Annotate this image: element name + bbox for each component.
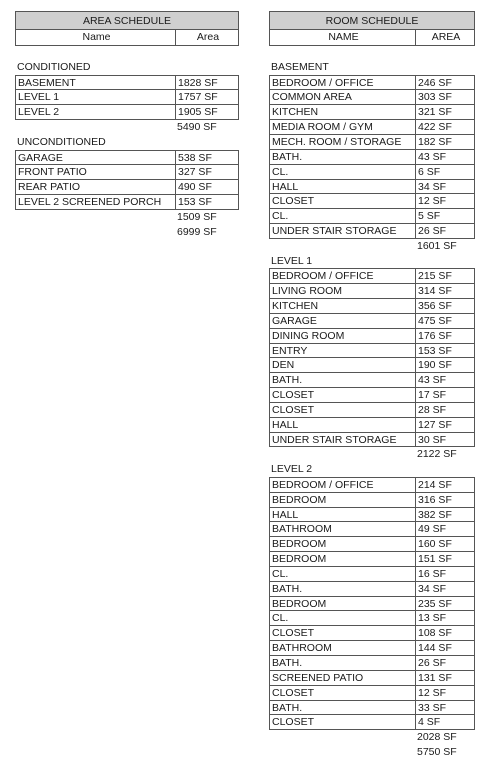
table-row (270, 418, 474, 433)
table-row (270, 715, 474, 730)
row-area: 151 SF (418, 553, 452, 566)
row-name: BASEMENT (16, 76, 176, 90)
row-area: 1905 SF (178, 106, 218, 119)
row-area: 34 SF (418, 582, 447, 595)
row-name: KITCHEN (270, 299, 416, 313)
row-area: 160 SF (418, 538, 452, 551)
row-area: 6 SF (418, 165, 441, 178)
area-schedule-name-header: Name (16, 30, 176, 45)
table-row (270, 105, 474, 120)
row-area: 26 SF (418, 225, 447, 238)
row-area: 382 SF (418, 508, 452, 521)
table-row (270, 135, 474, 150)
group-subtotal-row (15, 120, 239, 135)
row-area: 16 SF (418, 567, 447, 580)
row-name: CL. (270, 567, 416, 581)
area-schedule-header-row (15, 30, 239, 46)
row-name: GARAGE (16, 151, 176, 165)
row-area: 131 SF (418, 671, 452, 684)
table-row (270, 358, 474, 373)
table-row (16, 76, 238, 91)
table-row (270, 701, 474, 716)
table-row (270, 90, 474, 105)
spacer (15, 46, 239, 60)
table-row (270, 611, 474, 626)
row-area: 26 SF (418, 657, 447, 669)
table-row (270, 522, 474, 537)
row-name: BEDROOM (270, 552, 416, 566)
row-area: 153 SF (418, 344, 452, 357)
table-row (270, 433, 474, 448)
row-name: BEDROOM (270, 537, 416, 551)
table-row (270, 284, 474, 299)
row-name: LIVING ROOM (270, 284, 416, 298)
table-row (270, 478, 474, 493)
row-name: BEDROOM (270, 597, 416, 611)
row-name: COMMON AREA (270, 90, 416, 104)
row-name: DINING ROOM (270, 329, 416, 343)
row-area: 176 SF (418, 329, 452, 342)
grand-total-row (269, 745, 475, 760)
area-schedule-title: AREA SCHEDULE (15, 11, 239, 30)
subtotal-spacer (269, 447, 415, 462)
row-name: REAR PATIO (16, 180, 176, 194)
row-area: 43 SF (418, 150, 447, 163)
row-name: UNDER STAIR STORAGE (270, 433, 416, 447)
row-name: BATHROOM (270, 641, 416, 655)
group-label: BASEMENT (271, 61, 329, 73)
table-row (270, 165, 474, 180)
row-area: 182 SF (418, 135, 452, 148)
row-name: CL. (270, 209, 416, 223)
table-row (16, 165, 238, 180)
row-name: HALL (270, 508, 416, 522)
group-label: CONDITIONED (17, 61, 91, 73)
table-row (16, 195, 238, 210)
table-row (270, 224, 474, 239)
table-row (270, 537, 474, 552)
row-area: 33 SF (418, 701, 447, 714)
area-schedule-area-header: Area (196, 31, 220, 43)
group-label: LEVEL 2 (271, 463, 313, 476)
row-area: 422 SF (418, 121, 452, 134)
table-row (270, 150, 474, 165)
group-rows (269, 268, 475, 447)
table-row (270, 656, 474, 671)
table-row (270, 269, 474, 284)
row-area: 43 SF (418, 374, 447, 387)
row-name: BEDROOM / OFFICE (270, 76, 416, 90)
row-area: 13 SF (418, 612, 447, 625)
row-area: 127 SF (418, 418, 452, 431)
row-name: MEDIA ROOM / GYM (270, 120, 416, 134)
row-area: 215 SF (418, 270, 452, 283)
row-name: CLOSET (270, 388, 416, 402)
row-name: CL. (270, 611, 416, 625)
group-subtotal: 5490 SF (177, 121, 217, 134)
table-row (16, 151, 238, 166)
group-subtotal-row (269, 730, 475, 745)
table-row (270, 582, 474, 597)
grand-total: 5750 SF (417, 746, 457, 759)
room-schedule-title: ROOM SCHEDULE (269, 11, 475, 30)
row-area: 490 SF (178, 181, 212, 194)
group-subtotal: 1601 SF (417, 239, 457, 252)
table-row (270, 209, 474, 224)
group-label: LEVEL 1 (271, 254, 313, 267)
room-schedule-header-row (269, 30, 475, 46)
table-row (270, 180, 474, 195)
row-area: 144 SF (418, 642, 452, 655)
row-area: 108 SF (418, 627, 452, 640)
row-area: 214 SF (418, 478, 452, 491)
row-name: BATH. (270, 373, 416, 387)
row-name: CLOSET (270, 686, 416, 700)
room-schedule-table (269, 11, 475, 760)
grand-total: 6999 SF (177, 225, 217, 238)
subtotal-spacer (269, 239, 415, 254)
table-row (270, 567, 474, 582)
row-area: 17 SF (418, 389, 447, 402)
area-schedule-body (15, 46, 239, 240)
row-name: HALL (270, 418, 416, 432)
table-row (16, 105, 238, 120)
row-area: 235 SF (418, 597, 452, 610)
group-rows (15, 75, 239, 121)
row-name: GARAGE (270, 314, 416, 328)
row-area: 12 SF (418, 686, 447, 699)
subtotal-spacer (15, 210, 175, 225)
table-row (270, 120, 474, 135)
grand-total-spacer (269, 745, 415, 760)
row-area: 246 SF (418, 76, 452, 89)
row-area: 314 SF (418, 285, 452, 298)
area-schedule-table (15, 11, 239, 240)
table-row (270, 194, 474, 209)
table-row (270, 493, 474, 508)
row-area: 538 SF (178, 151, 212, 164)
row-area: 1828 SF (178, 76, 218, 89)
row-name: MECH. ROOM / STORAGE (270, 135, 416, 149)
row-area: 316 SF (418, 493, 452, 506)
group-rows (15, 150, 239, 210)
table-row (270, 299, 474, 314)
room-schedule-name-header: NAME (270, 30, 416, 45)
table-row (270, 686, 474, 701)
row-name: BATH. (270, 582, 416, 596)
group-subtotal-row (269, 447, 475, 462)
row-name: BATHROOM (270, 522, 416, 536)
row-area: 327 SF (178, 166, 212, 179)
grand-total-spacer (15, 225, 175, 240)
row-area: 190 SF (418, 359, 452, 372)
row-area: 1757 SF (178, 91, 218, 104)
row-name: ENTRY (270, 344, 416, 358)
row-name: BATH. (270, 656, 416, 670)
room-schedule-area-header: AREA (431, 31, 461, 43)
table-row (270, 388, 474, 403)
table-row (270, 314, 474, 329)
row-name: DEN (270, 358, 416, 372)
table-row (270, 373, 474, 388)
row-name: CLOSET (270, 403, 416, 417)
table-row (270, 641, 474, 656)
subtotal-spacer (15, 120, 175, 135)
row-name: BEDROOM (270, 493, 416, 507)
table-row (270, 597, 474, 612)
row-name: CLOSET (270, 194, 416, 208)
spacer (269, 46, 475, 60)
grand-total-row (15, 225, 239, 240)
group-subtotal-row (15, 210, 239, 225)
table-row (270, 626, 474, 641)
table-row (16, 180, 238, 195)
row-name: BATH. (270, 701, 416, 715)
row-name: BEDROOM / OFFICE (270, 269, 416, 283)
table-row (16, 90, 238, 105)
row-name: LEVEL 1 (16, 90, 176, 104)
row-area: 30 SF (418, 433, 447, 446)
table-row (270, 508, 474, 523)
row-name: BATH. (270, 150, 416, 164)
row-name: CLOSET (270, 715, 416, 729)
row-area: 28 SF (418, 403, 447, 416)
row-name: CL. (270, 165, 416, 179)
table-row (270, 552, 474, 567)
row-name: HALL (270, 180, 416, 194)
row-name: LEVEL 2 (16, 105, 176, 119)
group-rows (269, 75, 475, 239)
row-area: 303 SF (418, 91, 452, 104)
table-row (270, 671, 474, 686)
row-area: 49 SF (418, 523, 447, 536)
row-area: 34 SF (418, 180, 447, 193)
row-area: 5 SF (418, 210, 441, 223)
group-subtotal-row (269, 239, 475, 254)
row-name: BEDROOM / OFFICE (270, 478, 416, 492)
group-label: UNCONDITIONED (17, 135, 106, 148)
row-area: 12 SF (418, 195, 447, 208)
group-rows (269, 477, 475, 730)
group-subtotal: 1509 SF (177, 210, 217, 223)
table-row (270, 344, 474, 359)
row-name: CLOSET (270, 626, 416, 640)
row-area: 321 SF (418, 106, 452, 119)
group-subtotal: 2028 SF (417, 731, 457, 744)
subtotal-spacer (269, 730, 415, 745)
group-subtotal: 2122 SF (417, 448, 457, 461)
table-row (270, 403, 474, 418)
row-name: LEVEL 2 SCREENED PORCH (16, 195, 176, 209)
row-area: 153 SF (178, 196, 212, 209)
row-area: 356 SF (418, 300, 452, 312)
row-name: FRONT PATIO (16, 165, 176, 179)
table-row (270, 76, 474, 91)
row-area: 4 SF (418, 716, 441, 729)
row-area: 475 SF (418, 314, 452, 327)
room-schedule-body (269, 46, 475, 760)
row-name: UNDER STAIR STORAGE (270, 224, 416, 238)
row-name: KITCHEN (270, 105, 416, 119)
row-name: SCREENED PATIO (270, 671, 416, 685)
table-row (270, 329, 474, 344)
